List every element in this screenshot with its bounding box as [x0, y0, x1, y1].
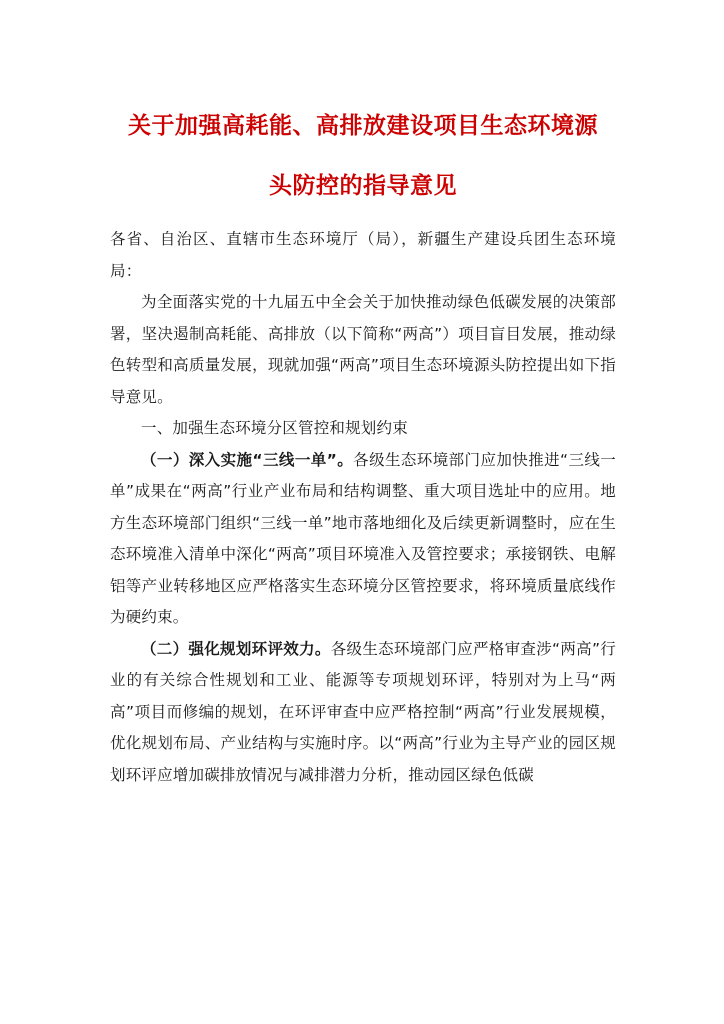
item-2-lead: （二）强化规划环评效力。 [141, 639, 331, 658]
intro-paragraph: 为全面落实党的十九届五中全会关于加快推动绿色低碳发展的决策部署，坚决遏制高耗能、高排放（以下简称“两高”）项目盲目发展，推动绿色转型和高质量发展，现就加强“两高”项目生态环境源头防控提出如下指导意见。 [110, 293, 616, 406]
item-2-body: 各级生态环境部门应严格审查涉“两高”行业的有关综合性规划和工业、能源等专项规划环评，特别对为上马“两高”项目而修编的规划，在环评审查中应严格控制“两高”行业发展规模，优化规划布局、产业结构与实施时序。以“两高”行业为主导产业的园区规划环评应增加碳排放情况与减排潜力分析，推动园区绿色低碳 [110, 639, 616, 784]
salutation: 各省、自治区、直辖市生态环境厅（局），新疆生产建设兵团生态环境局： [110, 230, 616, 280]
item-1-body: 各级生态环境部门应加快推进“三线一单”成果在“两高”行业产业布局和结构调整、重大项目选址中的应用。地方生态环境部门组织“三线一单”地市落地细化及后续更新调整时，应在生态环境准入清单中深化“两高”项目环境准入及管控要求；承接钢铁、电解铝等产业转移地区应严格落实生态环境分区管控要求，将环境质量底线作为硬约束。 [110, 450, 616, 626]
title-line-1: 关于加强高耗能、高排放建设项目生态环境源 [128, 113, 598, 139]
document-title [110, 96, 616, 216]
item-1-paragraph [110, 445, 616, 634]
item-1-lead: （一）深入实施“三线一单”。 [141, 450, 354, 469]
section-heading: 一、加强生态环境分区管控和规划约束 [141, 419, 408, 437]
item-2-paragraph [110, 634, 616, 792]
title-line-2: 头防控的指导意见 [269, 173, 457, 199]
